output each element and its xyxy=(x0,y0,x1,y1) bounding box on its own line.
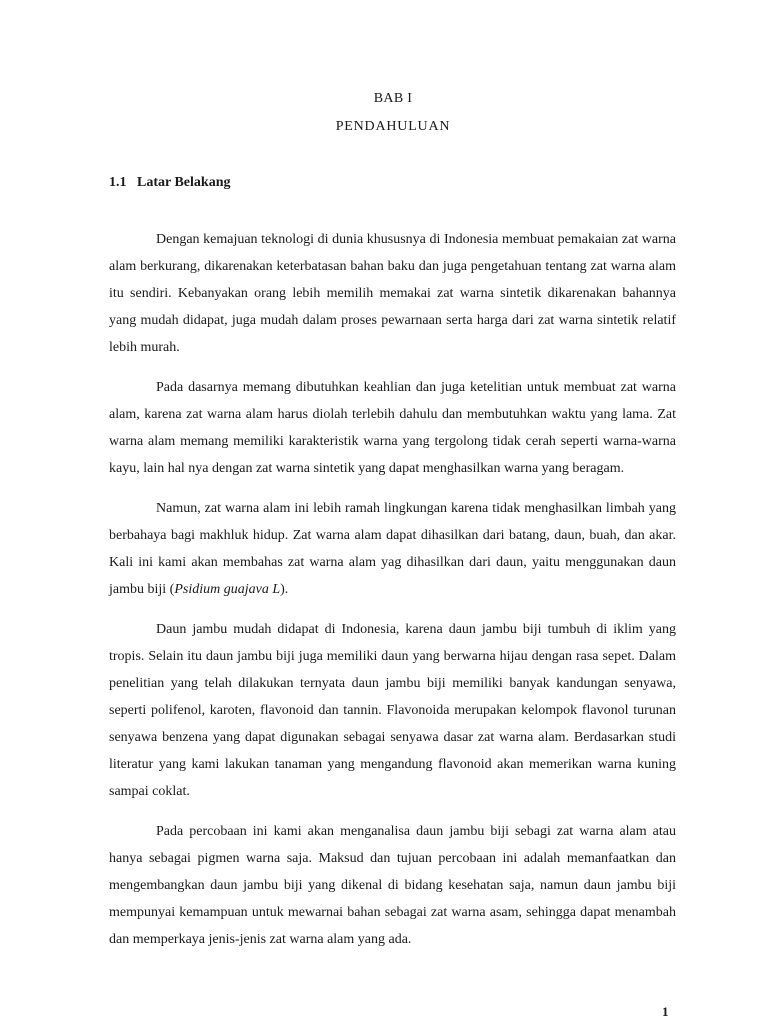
paragraph-3-text-after: ). xyxy=(280,582,289,597)
paragraph-1: Dengan kemajuan teknologi di dunia khususnya di Indonesia membuat pemakaian zat warna alam berkurang, dikarenakan keterbatasan bahan baku dan juga pengetahuan tentang zat warna alam itu sendiri. Kebanyakan orang lebih memilih memakai zat warna sintetik dikarenakan bahannya yang mudah didapat, juga mudah dalam proses pewarnaan serta harga dari zat warna sintetik relatif lebih murah. xyxy=(109,232,676,355)
chapter-number: BAB I xyxy=(373,91,413,106)
chapter-title: PENDAHULUAN xyxy=(335,119,451,134)
section-title: Latar Belakang xyxy=(137,175,231,190)
paragraph-3 xyxy=(109,495,676,603)
section-heading xyxy=(109,175,230,191)
page-number: 1 xyxy=(662,1004,669,1019)
paragraph-4: Daun jambu mudah didapat di Indonesia, karena daun jambu biji tumbuh di iklim yang tropis. Selain itu daun jambu biji juga memiliki daun yang berwarna hijau dengan rasa sepet. Dalam penelitian yang telah dilakukan ternyata daun jambu biji memiliki banyak kandungan senyawa, seperti polifenol, karoten, flavonoid dan tannin. Flavonoida merupakan kelompok flavonol turunan senyawa benzena yang dapat digunakan sebagai senyawa dasar zat warna alam. Berdasarkan studi literatur yang kami lakukan tanaman yang mengandung flavonoid akan memerikan warna kuning sampai coklat. xyxy=(109,622,676,799)
paragraph-5: Pada percobaan ini kami akan menganalisa daun jambu biji sebagi zat warna alam atau hanya sebagai pigmen warna saja. Maksud dan tujuan percobaan ini adalah memanfaatkan dan mengembangkan daun jambu biji yang dikenal di bidang kesehatan saja, namun daun jambu biji mempunyai kemampuan untuk mewarnai bahan sebagai zat warna asam, sehingga dapat menambah dan memperkaya jenis-jenis zat warna alam yang ada. xyxy=(109,824,676,947)
section-number: 1.1 xyxy=(109,175,127,190)
paragraph-3-text-before: Namun, zat warna alam ini lebih ramah lingkungan karena tidak menghasilkan limbah yang berbahaya bagi makhluk hidup. Zat warna alam dapat dihasilkan dari batang, daun, buah, dan akar. Kali ini kami akan membahas zat warna alam yag dihasilkan dari daun, yaitu menggunakan daun jambu biji ( xyxy=(109,501,676,597)
body-text xyxy=(109,226,676,953)
scientific-name: Psidium guajava L xyxy=(174,582,281,597)
paragraph-2: Pada dasarnya memang dibutuhkan keahlian dan juga ketelitian untuk membuat zat warna alam, karena zat warna alam harus diolah terlebih dahulu dan membutuhkan waktu yang lama. Zat warna alam memang memiliki karakteristik warna yang tergolong tidak cerah seperti warna-warna kayu, lain hal nya dengan zat warna sintetik yang dapat menghasilkan warna yang beragam. xyxy=(109,380,676,476)
